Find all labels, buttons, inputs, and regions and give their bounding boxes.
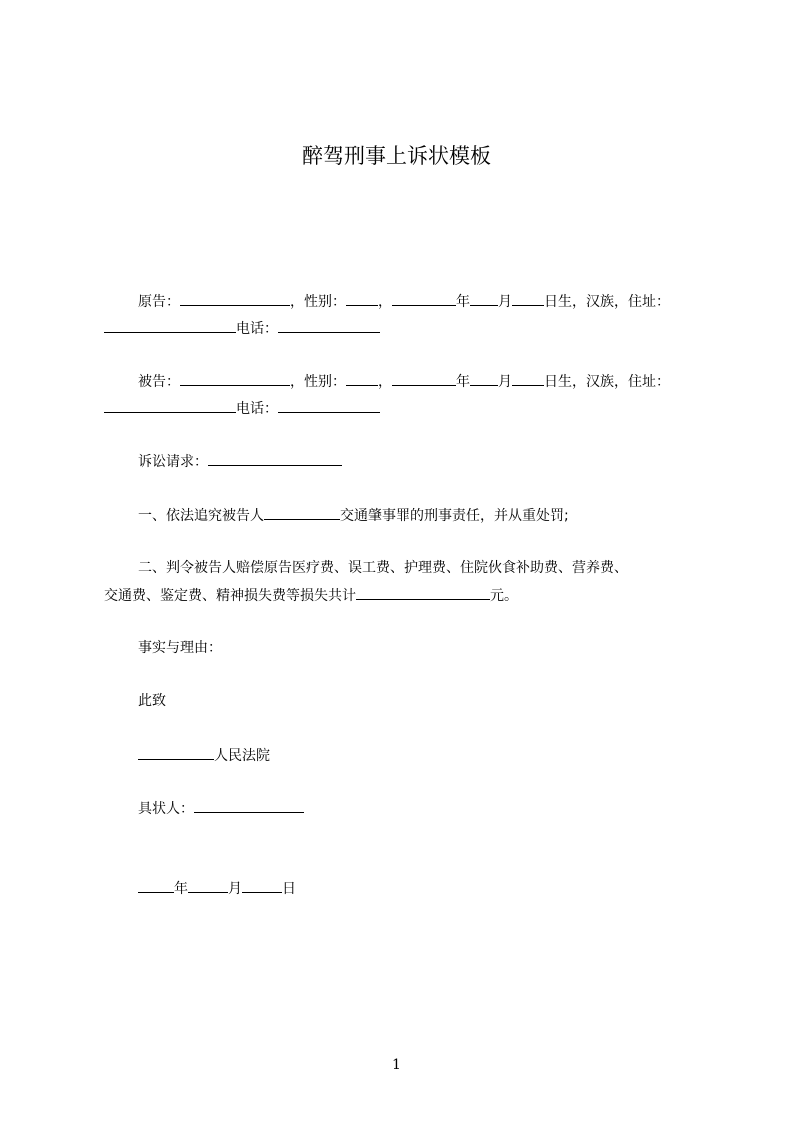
plaintiff-phone-label: 电话： xyxy=(236,321,278,337)
plaintiff-line-1 xyxy=(138,291,670,312)
claim-1-prefix: 一、依法追究被告人 xyxy=(138,508,264,524)
claim-2-text-1: 二、判令被告人赔偿原告医疗费、误工费、护理费、住院伙食补助费、营养费、 xyxy=(138,560,628,576)
court-suffix: 人民法院 xyxy=(214,748,270,764)
document-title: 醉驾刑事上诉状模板 xyxy=(302,144,491,168)
defendant-phone-blank xyxy=(278,398,380,413)
defendant-label: 被告： xyxy=(138,374,180,390)
defendant-line-1 xyxy=(138,371,670,392)
claim-2-prefix: 交通费、鉴定费、精神损失费等损失共计 xyxy=(104,588,356,604)
plaintiff-sep: ， xyxy=(378,294,392,310)
date-day-blank xyxy=(242,878,282,893)
claim-1-defendant-blank xyxy=(264,505,340,520)
date-day-label: 日 xyxy=(282,881,296,897)
defendant-year-blank xyxy=(392,371,456,386)
plaintiff-year-label: 年 xyxy=(456,294,470,310)
plaintiff-address-blank xyxy=(104,318,236,333)
plaintiff-label: 原告： xyxy=(138,294,180,310)
plaintiff-gender-blank xyxy=(346,291,378,306)
court-name-blank xyxy=(138,745,214,760)
plaintiff-day-blank xyxy=(512,291,544,306)
plaintiff-birth-suffix: 日生，汉族，住址： xyxy=(544,294,670,310)
date-line xyxy=(138,878,296,899)
signer-line xyxy=(138,798,304,819)
defendant-year-label: 年 xyxy=(456,374,470,390)
defendant-line-2 xyxy=(104,398,380,419)
plaintiff-phone-blank xyxy=(278,318,380,333)
plaintiff-month-label: 月 xyxy=(498,294,512,310)
facts-label: 事实与理由： xyxy=(138,640,222,656)
defendant-gender-label: ，性别： xyxy=(290,374,346,390)
claims-blank xyxy=(208,451,342,466)
date-month-blank xyxy=(188,878,228,893)
plaintiff-line-2 xyxy=(104,318,380,339)
date-month-label: 月 xyxy=(228,881,242,897)
claim-1-line xyxy=(138,505,569,526)
claims-label: 诉讼请求： xyxy=(138,454,208,470)
claims-line xyxy=(138,451,342,472)
signer-label: 具状人： xyxy=(138,801,194,817)
claim-2-amount-blank xyxy=(356,585,490,600)
plaintiff-gender-label: ，性别： xyxy=(290,294,346,310)
defendant-month-blank xyxy=(470,371,498,386)
plaintiff-month-blank xyxy=(470,291,498,306)
claim-2-line-1 xyxy=(138,558,628,578)
page-number: 1 xyxy=(392,1057,401,1073)
claim-1-suffix: 交通肇事罪的刑事责任，并从重处罚; xyxy=(340,508,569,524)
defendant-day-blank xyxy=(512,371,544,386)
salutation-line xyxy=(138,691,166,711)
plaintiff-year-blank xyxy=(392,291,456,306)
defendant-name-blank xyxy=(180,371,290,386)
salutation-text: 此致 xyxy=(138,693,166,709)
facts-line xyxy=(138,638,222,658)
claim-2-line-2 xyxy=(104,585,518,606)
court-line xyxy=(138,745,270,766)
defendant-gender-blank xyxy=(346,371,378,386)
defendant-sep: ， xyxy=(378,374,392,390)
claim-2-suffix: 元。 xyxy=(490,588,518,604)
defendant-address-blank xyxy=(104,398,236,413)
plaintiff-name-blank xyxy=(180,291,290,306)
date-year-blank xyxy=(138,878,174,893)
defendant-month-label: 月 xyxy=(498,374,512,390)
date-year-label: 年 xyxy=(174,881,188,897)
signer-blank xyxy=(194,798,304,813)
defendant-birth-suffix: 日生，汉族，住址： xyxy=(544,374,670,390)
defendant-phone-label: 电话： xyxy=(236,401,278,417)
